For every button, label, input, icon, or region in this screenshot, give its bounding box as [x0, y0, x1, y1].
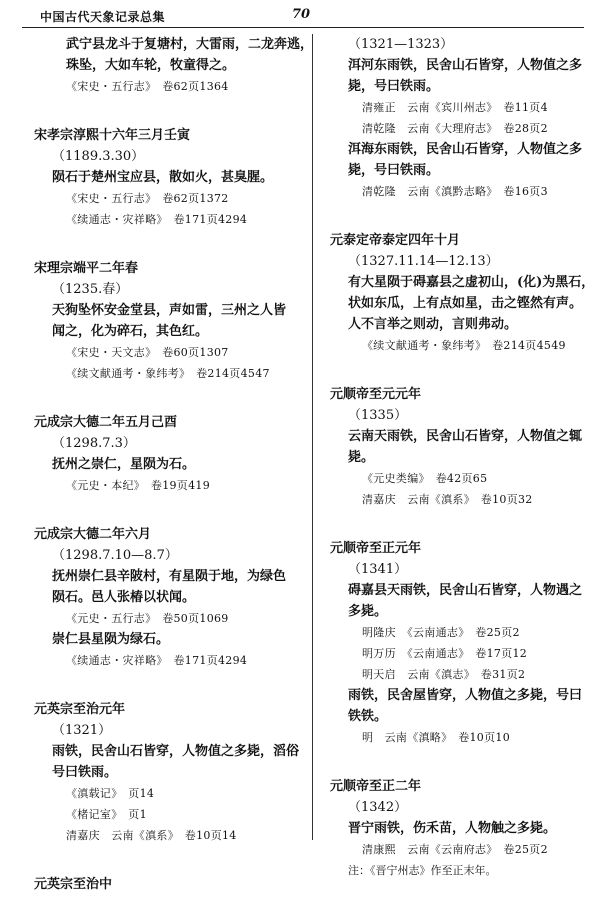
entry-date: （1342）	[348, 800, 408, 815]
running-header-title: 中国古代天象记录总集	[40, 10, 166, 24]
entry-text: 晋宁雨铁，伤禾苗，人物触之多毙。	[348, 821, 557, 836]
source-citation: 清乾隆 云南《滇黔志略》 卷16页3	[362, 185, 548, 198]
source-citation: 《续文献通考・象纬考》 卷214页4549	[362, 339, 566, 352]
record-entry	[22, 699, 307, 846]
source-citation: 明天启 云南《滇志》 卷31页2	[362, 668, 526, 681]
entry-text: 毙。	[348, 450, 375, 465]
source-citation: 《续通志・灾祥略》 卷171页4294	[66, 654, 248, 667]
source-citation: 《滇载记》 页14	[66, 787, 155, 800]
entry-date: （1321—1323）	[348, 37, 454, 52]
entry-text: 闻之，化为碎石，其色红。	[52, 324, 209, 339]
source-citation: 清康熙 云南《云南府志》 卷25页2	[362, 843, 548, 856]
record-entry	[22, 412, 307, 496]
source-citation: 《元史・五行志》 卷50页1069	[66, 612, 229, 625]
record-entry	[318, 538, 586, 748]
record-entry	[318, 776, 586, 881]
record-entry	[318, 34, 586, 202]
entry-text: 毙，号曰铁雨。	[348, 79, 440, 94]
source-citation: 清嘉庆 云南《滇系》 卷10页32	[362, 493, 533, 506]
entry-text: 珠坠，大如车轮，牧童得之。	[66, 58, 236, 73]
entry-text: 武宁县龙斗于复塘村，大雷雨，二龙奔逃，	[66, 37, 314, 52]
entry-date: （1189.3.30）	[52, 149, 145, 164]
entry-text: 抚州崇仁县辛陂村，有星陨于地，为绿色	[52, 569, 287, 584]
entry-heading: 元顺帝至元元年	[330, 387, 422, 402]
entry-date: （1327.11.14—12.13）	[348, 254, 499, 269]
left-column	[22, 34, 314, 923]
source-citation: 《元史・本纪》 卷19页419	[66, 479, 210, 492]
record-entry	[22, 34, 314, 97]
source-citation: 《宋史・天文志》 卷60页1307	[66, 346, 229, 359]
record-entry	[22, 258, 307, 384]
entry-date: （1335）	[348, 408, 408, 423]
entry-heading: 宋孝宗淳熙十六年三月壬寅	[34, 128, 191, 143]
column-divider	[312, 34, 313, 840]
source-citation: 明万历 《云南通志》 卷17页12	[362, 647, 528, 660]
source-citation: 清乾隆 云南《大理府志》 卷28页2	[362, 122, 548, 135]
entry-text: 号曰铁雨。	[52, 765, 118, 780]
entry-text: 抚州之崇仁，星陨为石。	[52, 457, 196, 472]
entry-text: 云南天雨铁，民舍山石皆穿，人物值之辄	[348, 429, 583, 444]
record-entry	[22, 524, 307, 671]
entry-text: 铁铁。	[348, 709, 388, 724]
entry-heading: 元英宗至治中	[34, 877, 113, 892]
entry-date: （1321）	[52, 723, 112, 738]
source-citation: 《宋史・五行志》 卷62页1372	[66, 192, 229, 205]
entry-text: 洱河东雨铁，民舍山石皆穿，人物值之多	[348, 58, 583, 73]
source-citation: 《宋史・五行志》 卷62页1364	[66, 80, 229, 93]
entry-note: 注：《晋宁州志》作至正末年。	[348, 864, 497, 877]
source-citation: 《元史类编》 卷42页65	[362, 472, 488, 485]
entry-date: （1341）	[348, 562, 408, 577]
entry-text: 陨石。邑人张椿以状闻。	[52, 590, 196, 605]
entry-text: 人不言举之则动，言则弗动。	[348, 317, 518, 332]
source-citation: 清嘉庆 云南《滇系》 卷10页14	[66, 829, 237, 842]
entry-text: 雨铁，民舍山石皆穿，人物值之多毙，滔俗	[52, 744, 300, 759]
record-entry	[22, 874, 307, 895]
source-citation: 《续文献通考・象纬考》 卷214页4547	[66, 367, 270, 380]
source-citation: 明 云南《滇略》 卷10页10	[362, 731, 510, 744]
entry-text: 天狗坠怀安金堂县，声如雷，三州之人皆	[52, 303, 287, 318]
record-entry	[318, 230, 594, 356]
entry-text: 状如东瓜，上有点如星，击之铿然有声。	[348, 296, 583, 311]
source-citation: 《楮记室》 页1	[66, 808, 147, 821]
page-number: 70	[292, 7, 311, 22]
entry-heading: 元泰定帝泰定四年十月	[330, 233, 461, 248]
source-citation: 清雍正 云南《宾川州志》 卷11页4	[362, 101, 548, 114]
header-rule	[22, 27, 584, 28]
entry-heading: 宋理宗端平二年春	[34, 261, 139, 276]
entry-text: 毙，号曰铁雨。	[348, 163, 440, 178]
entry-date: （1298.7.3）	[52, 436, 136, 451]
entry-heading: 元顺帝至正元年	[330, 541, 422, 556]
source-citation: 《续通志・灾祥略》 卷171页4294	[66, 213, 248, 226]
source-citation: 明隆庆 《云南通志》 卷25页2	[362, 626, 520, 639]
right-column	[318, 34, 594, 909]
entry-text: 崇仁县星陨为绿石。	[52, 632, 170, 647]
entry-text: 有大星陨于碍嘉县之虚初山，(化)为黑石，	[348, 275, 594, 290]
entry-text: 多毙。	[348, 604, 388, 619]
entry-heading: 元顺帝至正二年	[330, 779, 422, 794]
entry-date: （1235.春）	[52, 282, 129, 297]
entry-text: 陨石于楚州宝应县，散如火，甚臭腥。	[52, 170, 274, 185]
record-entry	[318, 384, 586, 510]
entry-text: 碍嘉县天雨铁，民舍山石皆穿，人物遇之	[348, 583, 583, 598]
entry-heading: 元成宗大德二年五月己酉	[34, 415, 178, 430]
entry-text: 雨铁，民舍屋皆穿，人物值之多毙，号曰	[348, 688, 583, 703]
record-entry	[22, 125, 307, 230]
entry-heading: 元成宗大德二年六月	[34, 527, 152, 542]
entry-heading: 元英宗至治元年	[34, 702, 126, 717]
entry-date: （1298.7.10—8.7）	[52, 548, 178, 563]
entry-text: 洱海东雨铁，民舍山石皆穿，人物值之多	[348, 142, 583, 157]
